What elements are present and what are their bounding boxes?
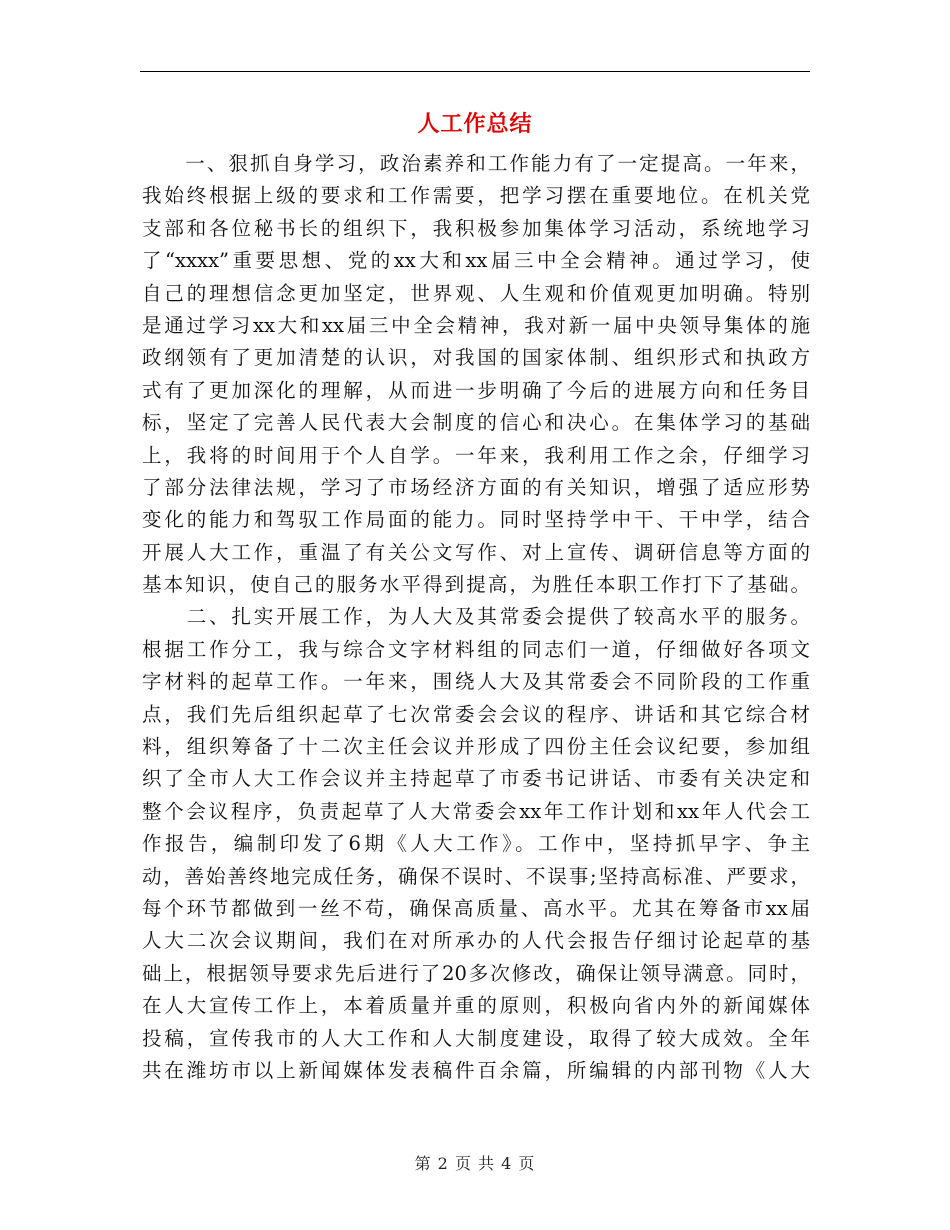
text-line: 开展人大工作，重温了有关公文写作、对上宣传、调研信息等方面的 <box>142 540 810 564</box>
text-line: 是通过学习xx大和xx届三中全会精神，我对新一届中央领导集体的施 <box>142 313 810 337</box>
text-line: 投稿，宣传我市的人大工作和人大制度建设，取得了较大成效。全年 <box>142 1026 810 1050</box>
text-line: 基本知识，使自己的服务水平得到提高，为胜任本职工作打下了基础。 <box>142 573 810 597</box>
text-line: 整个会议程序，负责起草了人大常委会xx年工作计划和xx年人代会工 <box>142 799 810 823</box>
text-line: 根据工作分工，我与综合文字材料组的同志们一道，仔细做好各项文 <box>142 637 810 661</box>
text-line: 了部分法律法规，学习了市场经济方面的有关知识，增强了适应形势 <box>142 475 810 499</box>
text-line: 标，坚定了完善人民代表大会制度的信心和决心。在集体学习的基础 <box>142 411 810 435</box>
text-line: 变化的能力和驾驭工作局面的能力。同时坚持学中干、干中学，结合 <box>142 508 810 532</box>
text-line: 点，我们先后组织起草了七次常委会会议的程序、讲话和其它综合材 <box>142 702 810 726</box>
text-line: 上，我将的时间用于个人自学。一年来，我利用工作之余，仔细学习 <box>142 443 810 467</box>
text-line: 每个环节都做到一丝不苟，确保高质量、高水平。尤其在筹备市xx届 <box>142 896 810 920</box>
document-body <box>142 148 810 1087</box>
text-line: 织了全市人大工作会议并主持起草了市委书记讲话、市委有关决定和 <box>142 767 810 791</box>
text-line: 础上，根据领导要求先后进行了20多次修改，确保让领导满意。同时， <box>142 961 810 985</box>
text-line: 政纲领有了更加清楚的认识，对我国的国家体制、组织形式和执政方 <box>142 346 810 370</box>
text-line: 支部和各位秘书长的组织下，我积极参加集体学习活动，系统地学习 <box>142 216 810 240</box>
text-line: 自己的理想信念更加坚定，世界观、人生观和价值观更加明确。特别 <box>142 281 810 305</box>
text-line: 一、狠抓自身学习，政治素养和工作能力有了一定提高。一年来， <box>142 152 810 175</box>
text-line: 作报告，编制印发了6期《人大工作》。工作中，坚持抓早字、争主 <box>142 832 810 856</box>
text-line: 人大二次会议期间，我们在对所承办的人代会报告仔细讨论起草的基 <box>142 929 810 953</box>
header-rule <box>140 71 810 72</box>
text-line: 在人大宣传工作上，本着质量并重的原则，积极向省内外的新闻媒体 <box>142 994 810 1018</box>
text-line: 动，善始善终地完成任务，确保不误时、不误事;坚持高标准、严要求， <box>142 864 810 888</box>
text-line: 共在潍坊市以上新闻媒体发表稿件百余篇，所编辑的内部刊物《人大 <box>142 1058 810 1082</box>
text-line: 字材料的起草工作。一年来，围绕人大及其常委会不同阶段的工作重 <box>142 670 810 694</box>
text-line: 式有了更加深化的理解，从而进一步明确了今后的进展方向和任务目 <box>142 378 810 402</box>
page-number: 第 2 页 共 4 页 <box>414 1154 536 1173</box>
text-line: 我始终根据上级的要求和工作需要，把学习摆在重要地位。在机关党 <box>142 184 810 208</box>
text-line: 料，组织筹备了十二次主任会议并形成了四份主任会议纪要，参加组 <box>142 735 810 759</box>
document-title: 人工作总结 <box>417 112 533 137</box>
text-line: 二、扎实开展工作，为人大及其常委会提供了较高水平的服务。 <box>142 605 810 629</box>
text-line: 了“xxxx”重要思想、党的xx大和xx届三中全会精神。通过学习，使 <box>142 249 810 273</box>
